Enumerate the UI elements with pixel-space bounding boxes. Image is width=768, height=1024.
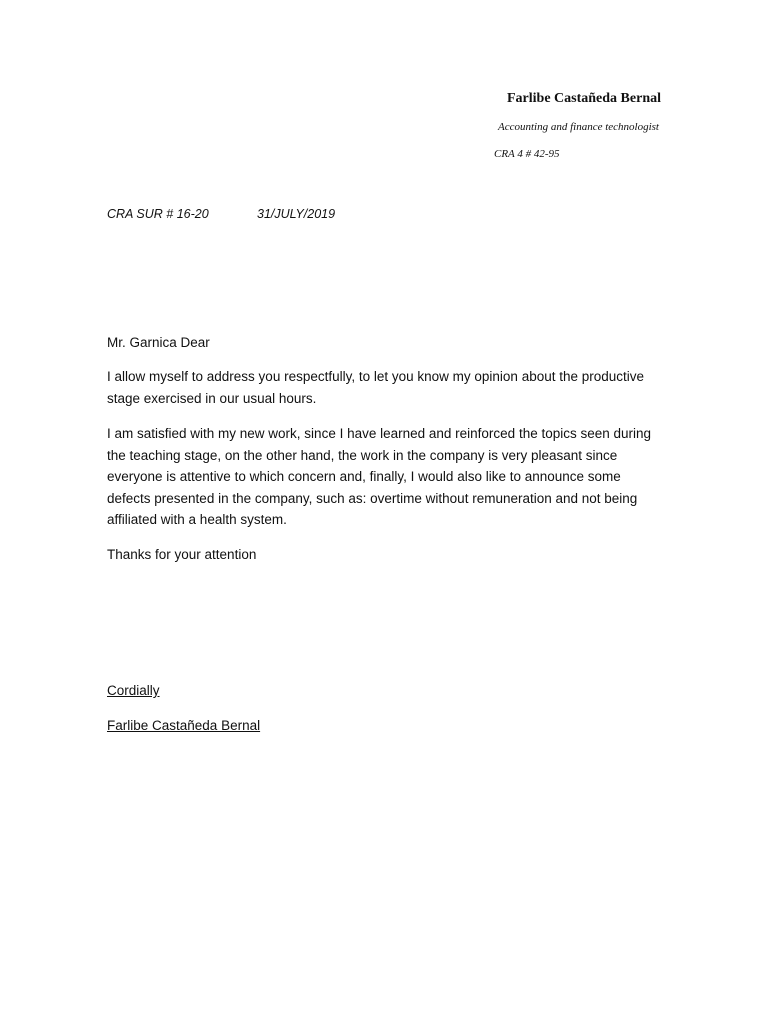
body-paragraph-1: I allow myself to address you respectfully, to let you know my opinion about the productive stage exercised in our usual hours.: [107, 369, 645, 406]
salutation: Mr. Garnica Dear: [107, 335, 210, 350]
letter-date: 31/JULY/2019: [257, 207, 336, 221]
recipient-address: CRA SUR # 16-20: [107, 207, 209, 221]
sender-name: Farlibe Castañeda Bernal: [507, 91, 661, 106]
signature-name: Farlibe Castañeda Bernal: [107, 718, 261, 733]
closing: Cordially: [107, 683, 160, 698]
sender-title: Accounting and finance technologist: [498, 121, 659, 133]
sender-address: CRA 4 # 42-95: [494, 148, 560, 160]
thanks-line: Thanks for your attention: [107, 547, 257, 562]
body-paragraph-2: I am satisfied with my new work, since I have learned and reinforced the topics seen during the teaching stage, on the other hand, the work in the company is very pleasant since everyone is attentive to which concern and, finally, I would also like to announce some defects presented in the company, such as: overtime without remuneration and not being affiliated with a health system.: [107, 426, 652, 528]
